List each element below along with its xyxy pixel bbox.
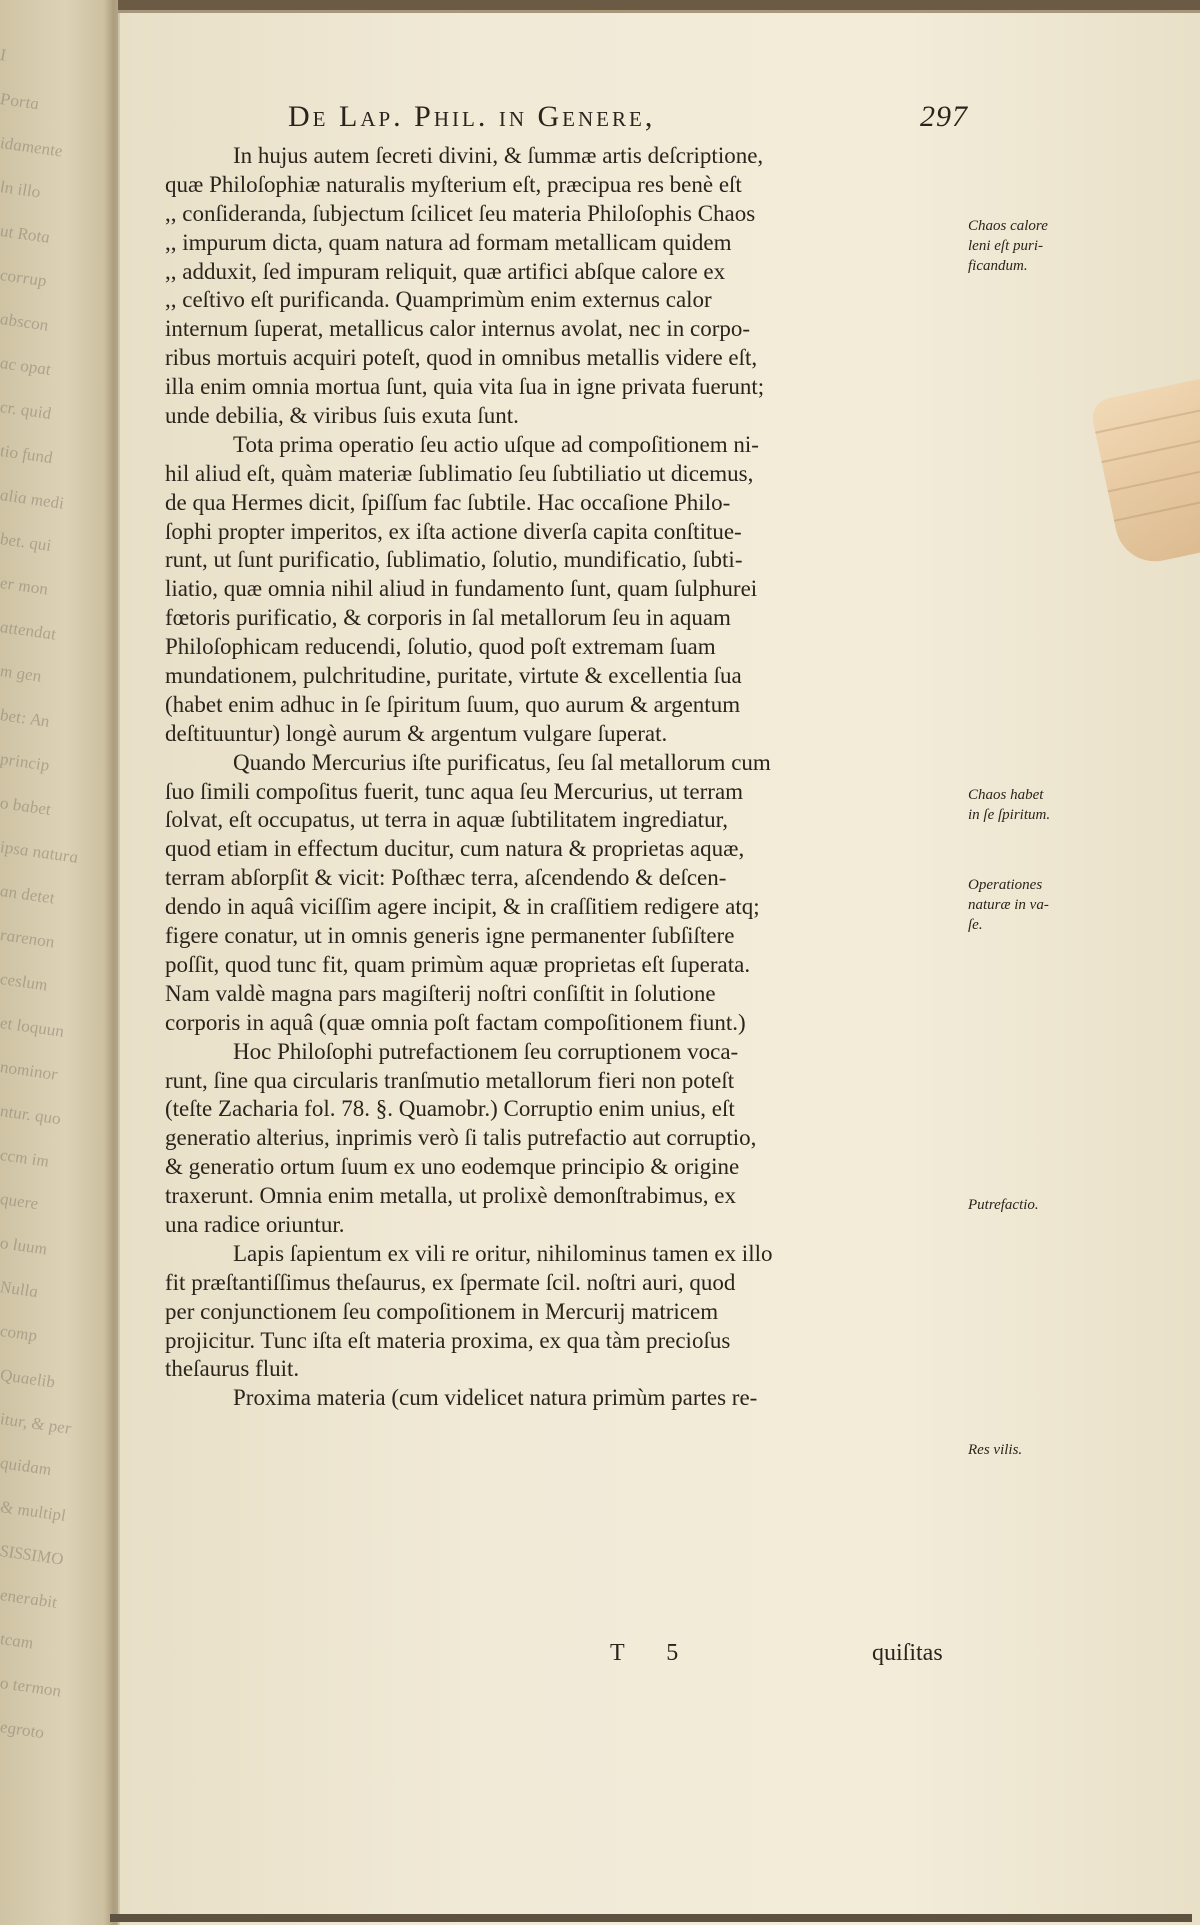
bleed-through-fragment: I: [0, 45, 6, 65]
main-text-block: [165, 142, 970, 1413]
text-line: & generatio ortum ſuum ex uno eodemque principio & origine: [165, 1154, 740, 1180]
bleed-through-fragment: ipsa natura: [0, 837, 78, 867]
bleed-through-fragment: quere: [0, 1189, 39, 1214]
text-line: una radice oriuntur.: [165, 1211, 345, 1237]
bleed-through-fragment: ccm im: [0, 1145, 49, 1171]
text-line: runt, ſine qua circularis tranſmutio metallorum fieri non poteſt: [165, 1067, 735, 1093]
bleed-through-fragment: egroto: [0, 1717, 44, 1743]
text-line: internum ſuperat, metallicus calor internus avolat, nec in corpo-: [165, 316, 751, 342]
bleed-through-fragment: quidam: [0, 1453, 51, 1480]
gutter-shadow: [104, 0, 120, 1925]
text-line: ,, impurum dicta, quam natura ad formam metallicam quidem: [165, 229, 732, 255]
signature-mark: T 5: [610, 1640, 697, 1666]
text-line: In hujus autem ſecreti divini, & ſummæ artis deſcriptione,: [233, 143, 764, 168]
text-line: mundationem, pulchritudine, puritate, virtute & excellentia ſua: [165, 663, 742, 689]
text-line: Nam valdè magna pars magiſterij noſtri conſiſtit in ſolutione: [165, 980, 716, 1006]
bleed-through-fragment: itur, & per: [0, 1409, 72, 1439]
bleed-through-fragment: comp: [0, 1321, 37, 1346]
text-line: ,, ceſtivo eſt purificanda. Quamprimùm enim externus calor: [165, 287, 712, 313]
marginal-note-res-vilis: Res vilis.: [968, 1442, 1023, 1458]
bleed-through-fragment: princip: [0, 749, 50, 775]
text-line: Quando Mercurius iſte purificatus, ſeu ſal metallorum cum: [233, 749, 771, 775]
text-line: projicitur. Tunc iſta eſt materia proxima, ex qua tàm precioſus: [165, 1327, 731, 1353]
running-title: De Lap. Phil. in Genere,: [288, 100, 656, 133]
bleed-through-fragment: ln illo: [0, 177, 41, 202]
text-line: fœtoris purificatio, & corporis in ſal metallorum ſeu in aquam: [165, 605, 731, 631]
text-line: runt, ut ſunt purificatio, ſublimatio, ſolutio, mundificatio, ſubti-: [165, 547, 743, 573]
bleed-through-fragment: cr. quid: [0, 397, 51, 424]
brush-bristles: [1089, 371, 1200, 568]
bleed-through-fragment: ntur. quo: [0, 1101, 61, 1129]
text-line: poſſit, quod tunc fit, quam primùm aquæ proprietas eſt ſuperata.: [165, 951, 751, 977]
bleed-through-fragment: rarenon: [0, 925, 55, 952]
top-border: [118, 0, 1200, 10]
bleed-through-fragment: ceslum: [0, 969, 48, 995]
text-line: ribus mortuis acquiri poteſt, quod in omnibus metallis videre eſt,: [165, 345, 758, 371]
text-line: deſtituuntur) longè aurum & argentum vulgare ſuperat.: [165, 720, 668, 746]
text-line: illa enim omnia mortua ſunt, quia vita ſua in igne privata fuerunt;: [165, 374, 765, 400]
text-line: theſaurus fluit.: [165, 1356, 300, 1382]
text-line: Tota prima operatio ſeu actio uſque ad compoſitionem ni-: [233, 431, 759, 457]
text-line: hil aliud eſt, quàm materiæ ſublimatio ſeu ſubtiliatio ut dicemus,: [165, 460, 754, 486]
marginal-note-putrefactio: Putrefactio.: [968, 1197, 1039, 1213]
bleed-through-fragment: an detet: [0, 881, 55, 908]
bleed-through-fragment: idamente: [0, 133, 63, 161]
bleed-through-fragment: nominor: [0, 1057, 58, 1085]
text-line: fit præſtantiſſimus theſaurus, ex ſpermate ſcil. noſtri auri, quod: [165, 1269, 736, 1295]
text-line: dendo in aquâ viciſſim agere incipit, & in craſſitiem redigere atq;: [165, 894, 760, 920]
text-line: ſophi propter imperitos, ex iſta actione diverſa capita conſtitue-: [165, 518, 742, 544]
bleed-through-fragment: alia medi: [0, 485, 64, 513]
marginal-note-spiritus: Chaos habet in ſe ſpiritum.: [968, 787, 1051, 823]
bleed-through-fragment: attendat: [0, 617, 56, 644]
marginal-note-chaos: Chaos calore leni eſt puri- ficandum.: [968, 218, 1048, 274]
text-line: ſolvat, eſt occupatus, ut terra in aquæ ſubtilitatem ingrediatur,: [165, 807, 729, 833]
bleed-through-fragment: ut Rota: [0, 221, 50, 247]
bleed-through-fragment: m gen: [0, 661, 42, 686]
text-line: Proxima materia (cum videlicet natura primùm partes re-: [233, 1385, 758, 1411]
page-number: 297: [920, 100, 968, 133]
bleed-through-fragment: ac opat: [0, 353, 51, 380]
text-line: Philoſophicam reducendi, ſolutio, quod poſt extremam ſuam: [165, 634, 716, 660]
text-line: generatio alterius, inprimis verò ſi talis putrefactio aut corruptio,: [165, 1125, 757, 1151]
bleed-through-fragment: o luum: [0, 1233, 47, 1259]
text-line: liatio, quæ omnia nihil aliud in fundamento ſunt, quam ſulphurei: [165, 576, 758, 602]
bleed-through-fragment: bet: An: [0, 705, 50, 731]
bleed-through-fragment: tio fund: [0, 441, 53, 468]
text-line: quæ Philoſophiæ naturalis myſterium eſt, præcipua res benè eſt: [165, 171, 742, 197]
bleed-through-fragment: Quaelib: [0, 1365, 55, 1392]
bleed-through-fragment: et loquun: [0, 1013, 64, 1041]
bleed-through-fragment: abscon: [0, 309, 49, 335]
bleed-through-fragment: Porta: [0, 89, 39, 114]
top-border-inner: [118, 10, 1200, 13]
bleed-through-fragment: bet. qui: [0, 529, 51, 556]
text-line: terram abſorpſit & vicit: Poſthæc terra, aſcendendo & deſcen-: [165, 865, 727, 891]
text-line: (habet enim adhuc in ſe ſpiritum ſuum, quo aurum & argentum: [165, 691, 741, 717]
running-header: [288, 100, 968, 140]
text-line: (teſte Zacharia fol. 78. §. Quamobr.) Corruptio enim unius, eſt: [165, 1096, 735, 1122]
text-line: ,, adduxit, ſed impuram reliquit, quæ artifici abſque calore ex: [165, 258, 726, 284]
text-line: corporis in aquâ (quæ omnia poſt factam compoſitionem fiunt.): [165, 1009, 746, 1035]
bleed-through-fragment: o termon: [0, 1673, 61, 1701]
text-line: figere conatur, ut in omnis generis igne permanenter ſubſiſtere: [165, 923, 735, 949]
text-line: de qua Hermes dicit, ſpiſſum fac ſubtile. Hac occaſione Philo-: [165, 489, 731, 515]
text-line: Lapis ſapientum ex vili re oritur, nihilominus tamen ex illo: [233, 1240, 773, 1266]
bleed-through-fragment: Nulla: [0, 1277, 38, 1302]
bleed-through-fragment: SISSIMO: [0, 1541, 64, 1569]
facing-page-edge: [0, 0, 118, 1925]
marginal-note-operationes: Operationes naturæ in va- ſe.: [968, 877, 1049, 933]
bleed-through-fragment: corrup: [0, 265, 47, 291]
text-line: per conjunctionem ſeu compoſitionem in Mercurij matricem: [165, 1298, 719, 1324]
text-line: Hoc Philoſophi putrefactionem ſeu corruptionem voca-: [233, 1038, 739, 1064]
text-line: traxerunt. Omnia enim metalla, ut prolixè demonſtrabimus, ex: [165, 1183, 737, 1209]
catchword: quiſitas: [872, 1640, 943, 1666]
text-line: ,, conſideranda, ſubjectum ſcilicet ſeu materia Philoſophis Chaos: [165, 200, 756, 226]
text-line: unde debilia, & viribus ſuis exuta ſunt.: [165, 403, 519, 429]
text-line: quod etiam in effectum ducitur, cum natura & proprietas aquæ,: [165, 836, 745, 862]
bleed-through-fragment: er mon: [0, 573, 48, 599]
bleed-through-fragment: & multipl: [0, 1497, 66, 1526]
bleed-through-fragment: tcam: [0, 1629, 34, 1653]
bleed-through-fragment: enerabit: [0, 1585, 57, 1612]
bleed-through-fragment: o babet: [0, 793, 51, 820]
text-line: ſuo ſimili compoſitus fuerit, tunc aqua ſeu Mercurius, ut terram: [165, 778, 744, 804]
bottom-border: [110, 1914, 1192, 1922]
